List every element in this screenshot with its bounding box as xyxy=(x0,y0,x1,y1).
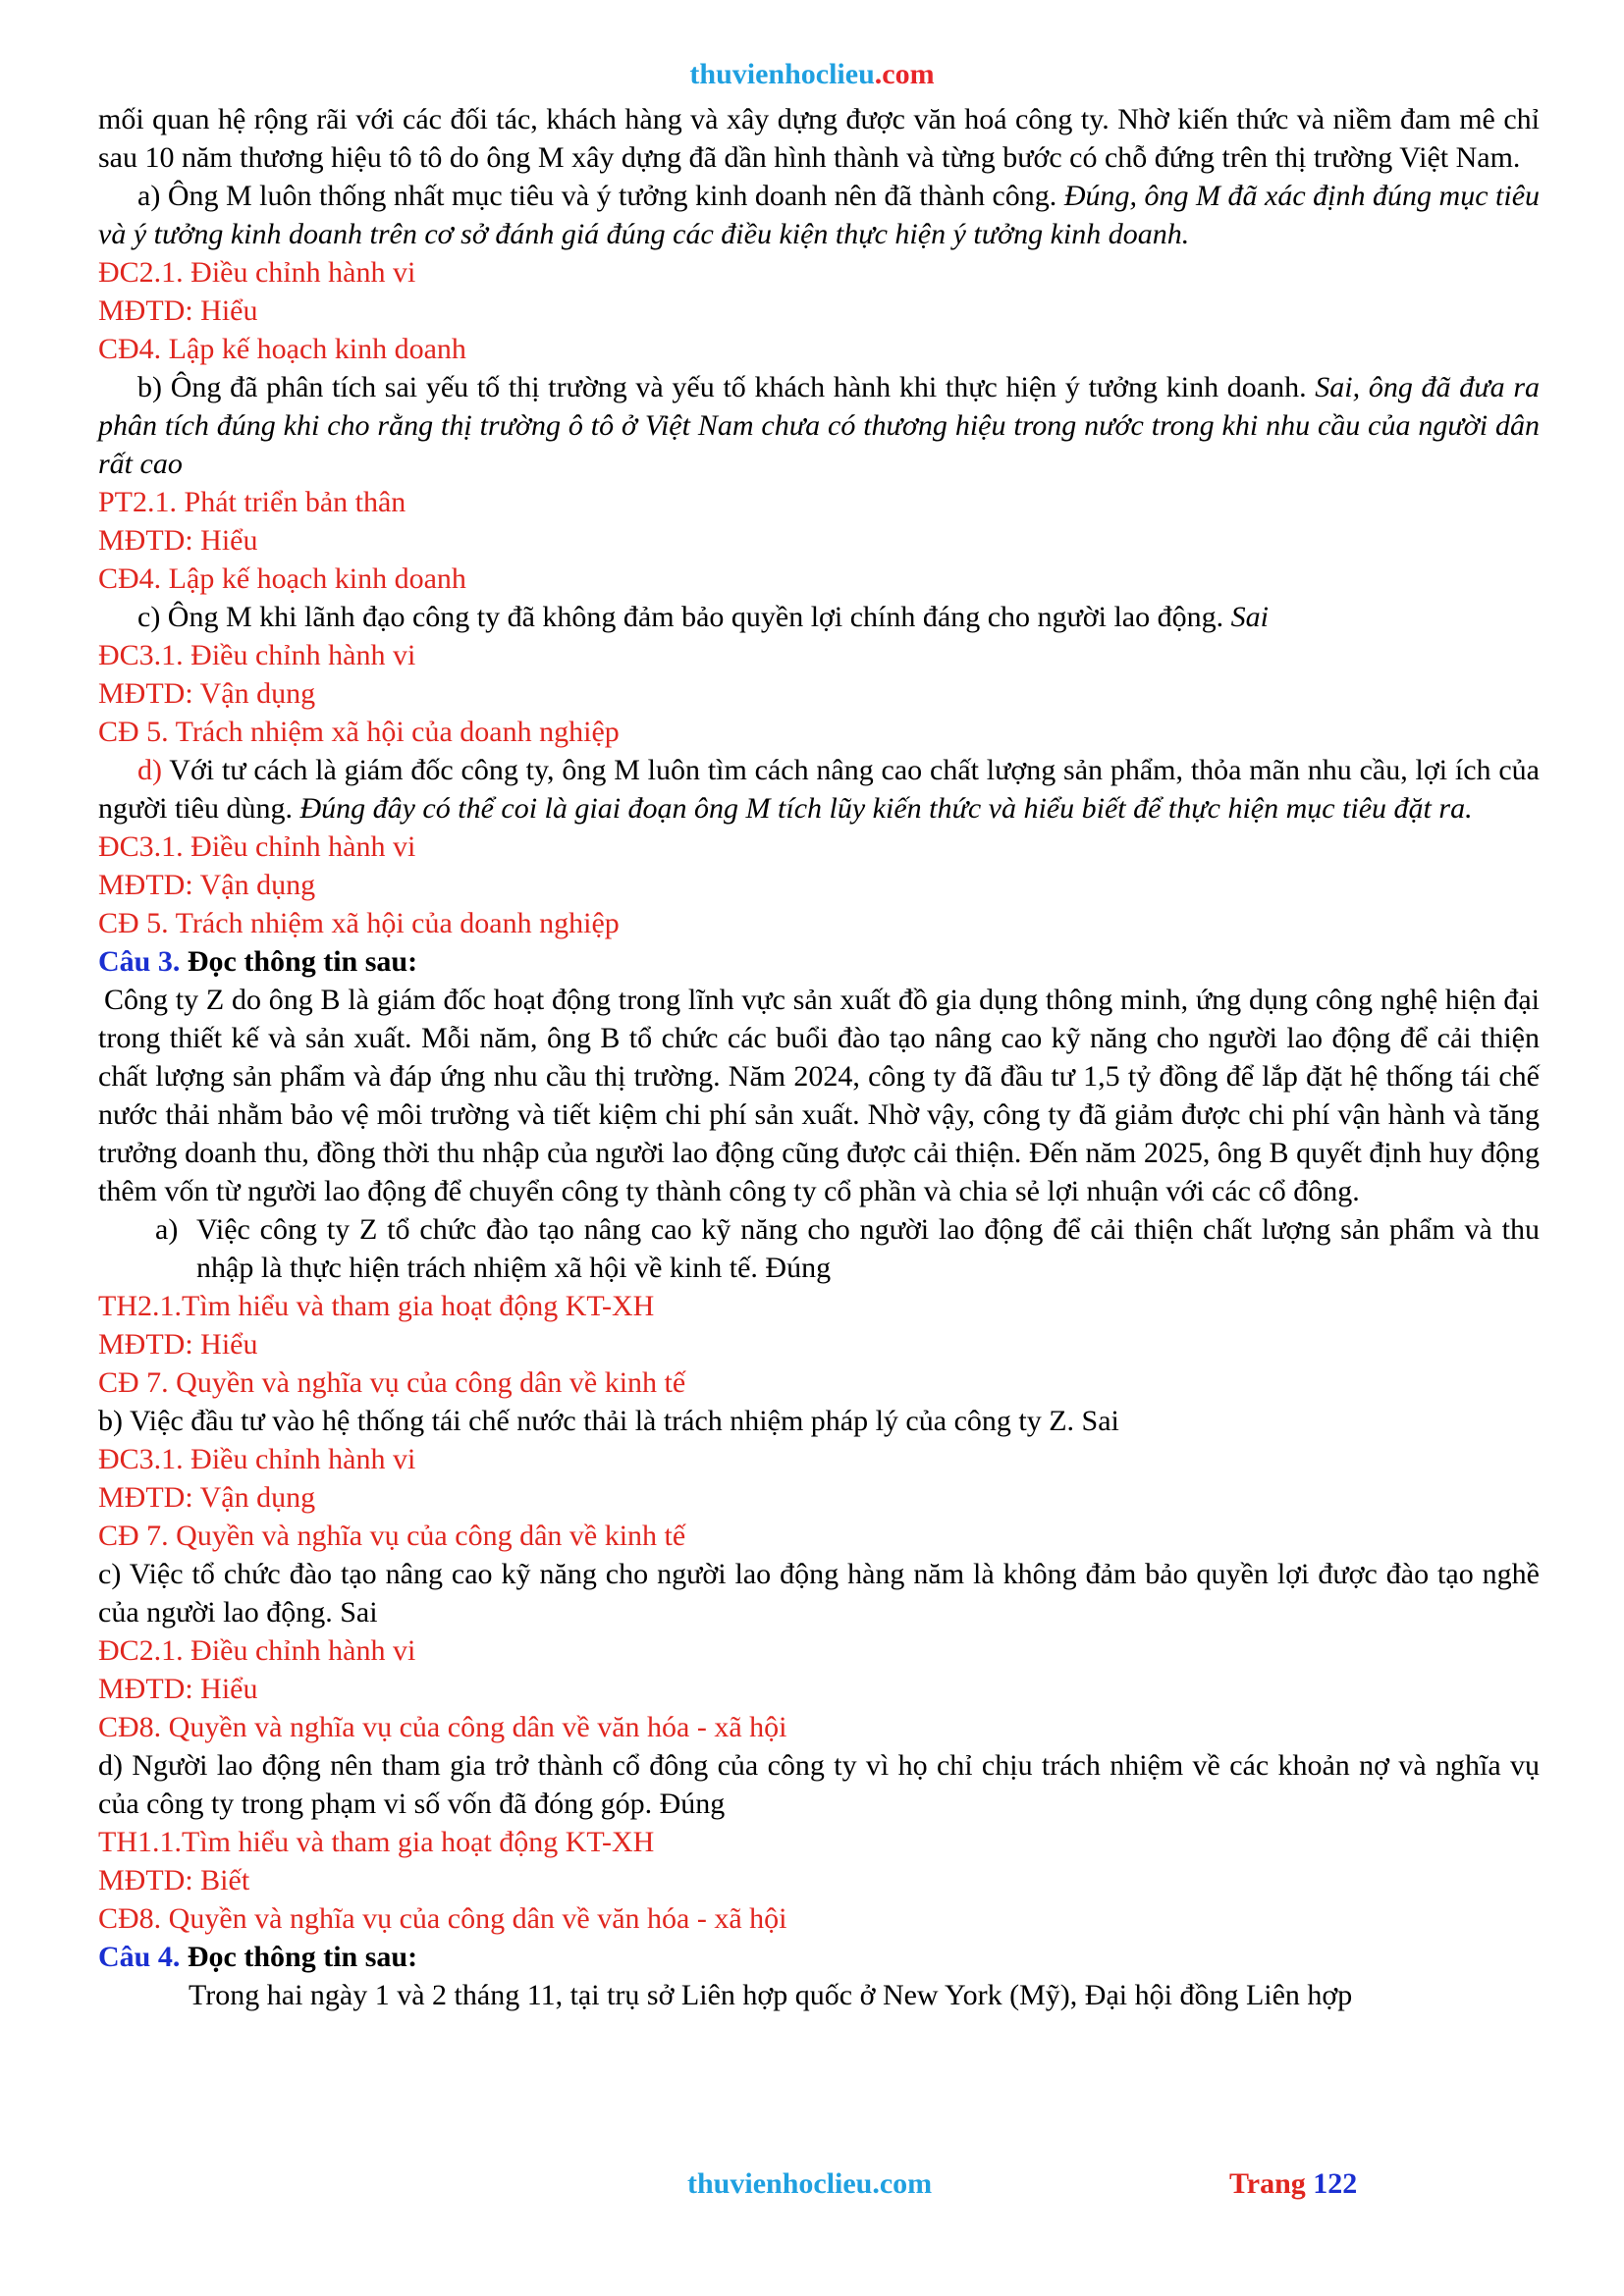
tag-line: CĐ 5. Trách nhiệm xã hội của doanh nghiệp xyxy=(98,716,620,748)
tag-line: TH1.1.Tìm hiểu và tham gia hoạt động KT-XH xyxy=(98,1826,655,1858)
tag-line: ĐC3.1. Điều chỉnh hành vi xyxy=(98,830,416,863)
tag-line: MĐTD: Biết xyxy=(98,1864,250,1896)
tag-line: MĐTD: Vận dụng xyxy=(98,1481,316,1514)
statement-answer: Đúng đây có thể coi là giai đoạn ông M tích lũy kiến thức và hiểu biết để thực hiện mục tiêu đặt ra. xyxy=(299,792,1473,825)
tag-line: CĐ8. Quyền và nghĩa vụ của công dân về văn hóa - xã hội xyxy=(98,1902,787,1935)
tag-line: ĐC2.1. Điều chỉnh hành vi xyxy=(98,1634,416,1667)
statement-text: b) Ông đã phân tích sai yếu tố thị trường và yếu tố khách hành khi thực hiện ý tưởng kinh doanh. xyxy=(137,371,1316,403)
tag-line: MĐTD: Vận dụng xyxy=(98,677,316,710)
reading-passage: Trong hai ngày 1 và 2 tháng 11, tại trụ sở Liên hợp quốc ở New York (Mỹ), Đại hội đồng Liên hợp xyxy=(189,1979,1353,2011)
question-heading xyxy=(98,942,1540,981)
tag-line: MĐTD: Hiểu xyxy=(98,294,258,327)
header-site-name[interactable]: thuvienhoclieu xyxy=(689,58,875,90)
header-site-tld[interactable]: .com xyxy=(874,58,935,90)
paragraph: mối quan hệ rộng rãi với các đối tác, khách hàng và xây dựng được văn hoá công ty. Nhờ kiến thức và niềm đam mê chỉ sau 10 năm thương hiệu tô tô do ông M xây dựng đã dần hình thành và từng bước có chỗ đứng trên thị trường Việt Nam. xyxy=(98,103,1540,174)
tag-line: ĐC2.1. Điều chỉnh hành vi xyxy=(98,256,416,289)
page-number-value: 122 xyxy=(1313,2167,1358,2200)
statement-d xyxy=(98,751,1540,828)
tag-line: MĐTD: Vận dụng xyxy=(98,869,316,901)
tag-line: MĐTD: Hiểu xyxy=(98,524,258,557)
question-number: Câu 3. xyxy=(98,945,181,978)
tag-line: CĐ 7. Quyền và nghĩa vụ của công dân về kinh tế xyxy=(98,1520,686,1552)
tag-line: PT2.1. Phát triển bản thân xyxy=(98,486,406,518)
question-label: Đọc thông tin sau: xyxy=(180,1941,418,1973)
document-body xyxy=(98,100,1540,2014)
statement-text: Với tư cách là giám đốc công ty, ông M luôn tìm cách nâng cao chất lượng sản phẩm, thỏa mãn nhu cầu, lợi ích của người tiêu dùng. xyxy=(98,754,1540,825)
page-footer xyxy=(0,2164,1624,2204)
statement-d: d) Người lao động nên tham gia trở thành cổ đông của công ty vì họ chỉ chịu trách nhiệm về các khoản nợ và nghĩa vụ của công ty trong phạm vi số vốn đã đóng góp. Đúng xyxy=(98,1749,1540,1820)
statement-a xyxy=(98,1210,1540,1287)
question-label: Đọc thông tin sau: xyxy=(180,945,418,978)
page-number xyxy=(1229,2164,1357,2204)
tag-line: ĐC3.1. Điều chỉnh hành vi xyxy=(98,1443,416,1475)
tag-line: TH2.1.Tìm hiểu và tham gia hoạt động KT-XH xyxy=(98,1290,655,1322)
tag-line: MĐTD: Hiểu xyxy=(98,1673,258,1705)
statement-answer: Đúng, ông M đã xác định đúng mục tiêu và ý tưởng kinh doanh trên cơ sở đánh giá đúng các điều kiện thực hiện ý tưởng kinh doanh. xyxy=(98,180,1541,250)
page-header xyxy=(0,57,1624,92)
statement-letter: a) xyxy=(155,1213,179,1246)
page-label: Trang xyxy=(1229,2167,1314,2200)
reading-passage: Công ty Z do ông B là giám đốc hoạt động trong lĩnh vực sản xuất đồ gia dụng thông minh, ứng dụng công nghệ hiện đại trong thiết kế và sản xuất. Mỗi năm, ông B tổ chức các buổi đào tạo nâng cao kỹ năng cho người lao động để cải thiện chất lượng sản phẩm và đáp ứng nhu cầu thị trường. Năm 2024, công ty đã đầu tư 1,5 tỷ đồng để lắp đặt hệ thống tái chế nước thải nhằm bảo vệ môi trường và tiết kiệm chi phí sản xuất. Nhờ vậy, công ty đã giảm được chi phí vận hành và tăng trưởng doanh thu, đồng thời thu nhập của người lao động cũng được cải thiện. Đến năm 2025, ông B quyết định huy động thêm vốn từ người lao động để chuyển công ty thành công ty cổ phần và chia sẻ lợi nhuận với các cổ đông. xyxy=(98,984,1540,1207)
statement-c xyxy=(98,598,1540,636)
statement-answer: Sai xyxy=(1230,601,1269,633)
statement-text: Việc công ty Z tổ chức đào tạo nâng cao kỹ năng cho người lao động để cải thiện chất lượng sản phẩm và thu nhập là thực hiện trách nhiệm xã hội về kinh tế. Đúng xyxy=(196,1213,1540,1284)
statement-a xyxy=(98,177,1540,253)
question-number: Câu 4. xyxy=(98,1941,181,1973)
tag-line: CĐ 5. Trách nhiệm xã hội của doanh nghiệp xyxy=(98,907,620,939)
statement-c: c) Việc tổ chức đào tạo nâng cao kỹ năng cho người lao động hàng năm là không đảm bảo quyền lợi được đào tạo nghề của người lao động. Sai xyxy=(98,1558,1540,1629)
tag-line: CĐ 7. Quyền và nghĩa vụ của công dân về kinh tế xyxy=(98,1366,686,1399)
tag-line: CĐ4. Lập kế hoạch kinh doanh xyxy=(98,333,466,365)
statement-b xyxy=(98,368,1540,483)
tag-line: CĐ8. Quyền và nghĩa vụ của công dân về văn hóa - xã hội xyxy=(98,1711,787,1743)
statement-text: a) Ông M luôn thống nhất mục tiêu và ý tưởng kinh doanh nên đã thành công. xyxy=(137,180,1064,212)
tag-line: CĐ4. Lập kế hoạch kinh doanh xyxy=(98,562,466,595)
footer-site-link[interactable]: thuvienhoclieu.com xyxy=(687,2167,933,2200)
statement-b: b) Việc đầu tư vào hệ thống tái chế nước thải là trách nhiệm pháp lý của công ty Z. Sai xyxy=(98,1405,1119,1437)
statement-letter: d) xyxy=(137,754,162,786)
question-heading xyxy=(98,1938,1540,1976)
tag-line: MĐTD: Hiểu xyxy=(98,1328,258,1361)
statement-answer: Sai, ông đã đưa ra phân tích đúng khi cho rằng thị trường ô tô ở Việt Nam chưa có thương hiệu trong nước trong khi nhu cầu của người dân rất cao xyxy=(98,371,1540,480)
statement-text: c) Ông M khi lãnh đạo công ty đã không đảm bảo quyền lợi chính đáng cho người lao động. xyxy=(137,601,1231,633)
tag-line: ĐC3.1. Điều chỉnh hành vi xyxy=(98,639,416,671)
